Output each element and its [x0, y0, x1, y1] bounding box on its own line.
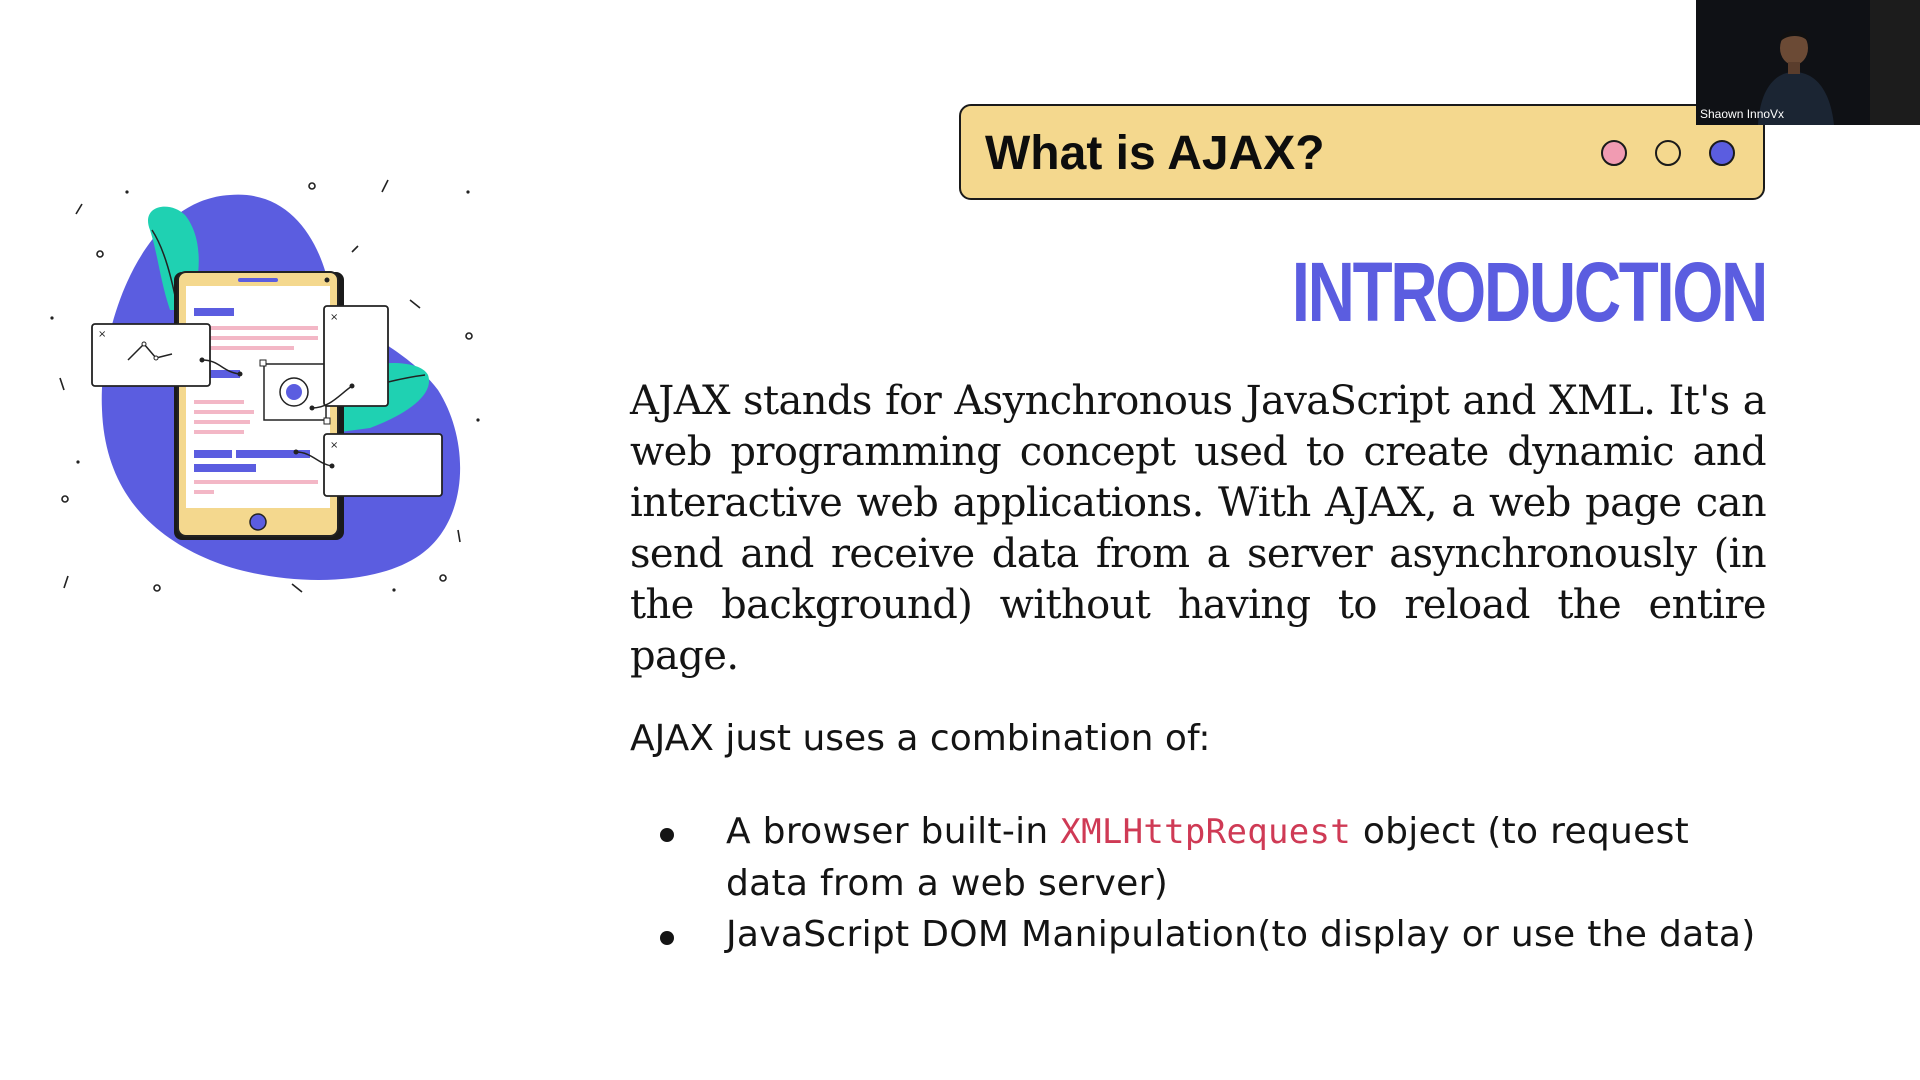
- slide-title-bar: [959, 104, 1765, 200]
- list-item: [630, 806, 1766, 909]
- section-heading: INTRODUCTION: [1291, 245, 1766, 339]
- mobile-app-illustration: [40, 160, 500, 610]
- svg-text:×: ×: [330, 440, 339, 451]
- bullet-icon: [660, 931, 674, 945]
- participant-video: [1696, 0, 1870, 125]
- bullet-list: [630, 806, 1766, 960]
- pink-dot-icon: [1601, 140, 1627, 166]
- bullet-text: JavaScript DOM Manipulation(to display or use the data): [726, 914, 1756, 955]
- webcam-overlay: [1696, 0, 1920, 125]
- bullet-text-prefix: A browser built-in: [726, 811, 1061, 852]
- slide-title: What is AJAX?: [985, 127, 1325, 180]
- combination-intro: AJAX just uses a combination of:: [630, 718, 1211, 759]
- code-xmlhttprequest: XMLHttpRequest: [1060, 812, 1352, 852]
- svg-text:×: ×: [330, 312, 339, 323]
- empty-dot-icon: [1655, 140, 1681, 166]
- svg-text:×: ×: [98, 329, 107, 340]
- intro-paragraph: AJAX stands for Asynchronous JavaScript and XML. It's a web programming concept used to create dynamic and interactive web applications. With AJAX, a web page can send and receive data from a server asynchronously (in the background) without having to reload the entire page.: [630, 378, 1766, 679]
- bullet-icon: [660, 828, 674, 842]
- participant-name: Shaown InnoVx: [1700, 107, 1785, 121]
- bullet-text-suffix: object (to request data from a web server): [726, 811, 1690, 904]
- blue-dot-icon: [1709, 140, 1735, 166]
- list-item: [630, 909, 1766, 960]
